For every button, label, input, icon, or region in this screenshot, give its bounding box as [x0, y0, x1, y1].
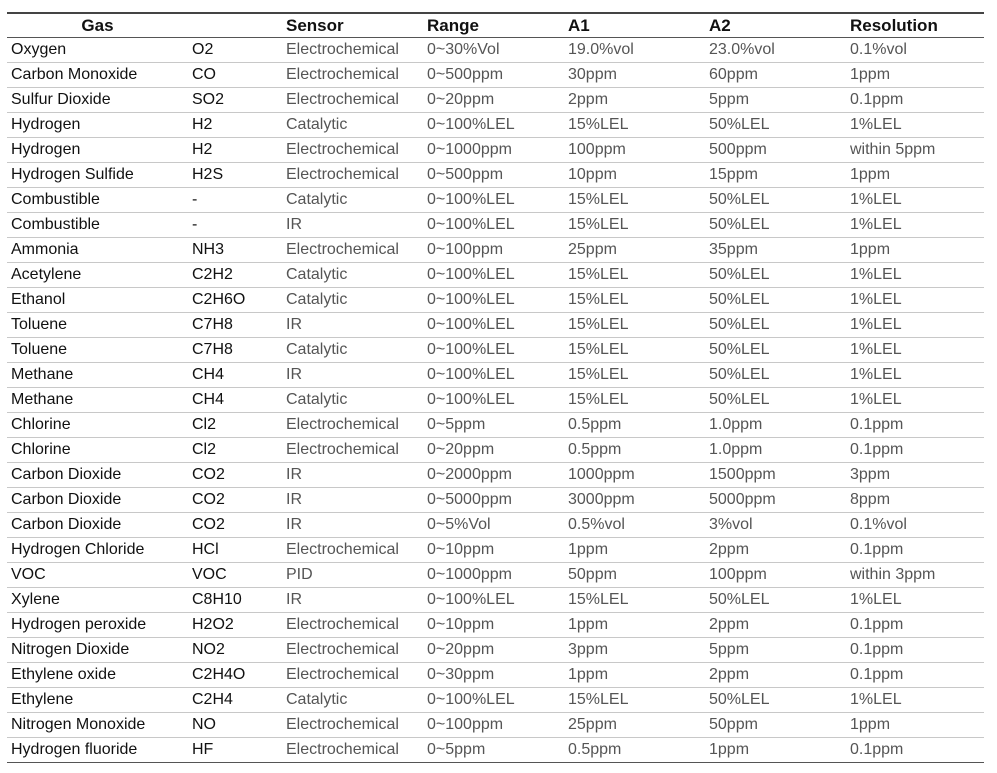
- gas-formula-cell: CH4: [188, 363, 282, 388]
- alarm-a2-cell: 50%LEL: [705, 188, 846, 213]
- range-cell: 0~20ppm: [423, 88, 564, 113]
- alarm-a1-cell: 25ppm: [564, 238, 705, 263]
- alarm-a2-cell: 2ppm: [705, 538, 846, 563]
- sensor-type-cell: Catalytic: [282, 263, 423, 288]
- alarm-a2-cell: 1.0ppm: [705, 413, 846, 438]
- gas-name-cell: Ammonia: [7, 238, 188, 263]
- alarm-a1-cell: 0.5ppm: [564, 738, 705, 763]
- sensor-type-cell: Electrochemical: [282, 663, 423, 688]
- gas-formula-cell: C7H8: [188, 313, 282, 338]
- gas-formula-cell: C2H6O: [188, 288, 282, 313]
- alarm-a1-cell: 3000ppm: [564, 488, 705, 513]
- gas-formula-cell: H2O2: [188, 613, 282, 638]
- range-cell: 0~100%LEL: [423, 338, 564, 363]
- table-row: [7, 338, 984, 363]
- alarm-a1-cell: 15%LEL: [564, 313, 705, 338]
- alarm-a1-cell: 100ppm: [564, 138, 705, 163]
- range-cell: 0~20ppm: [423, 438, 564, 463]
- alarm-a2-cell: 500ppm: [705, 138, 846, 163]
- alarm-a1-cell: 1ppm: [564, 538, 705, 563]
- resolution-cell: 1%LEL: [846, 338, 984, 363]
- gas-name-cell: Hydrogen Chloride: [7, 538, 188, 563]
- range-cell: 0~100%LEL: [423, 213, 564, 238]
- alarm-a1-cell: 0.5%vol: [564, 513, 705, 538]
- table-row: [7, 713, 984, 738]
- gas-formula-cell: VOC: [188, 563, 282, 588]
- table-row: [7, 313, 984, 338]
- table-row: [7, 588, 984, 613]
- alarm-a1-cell: 10ppm: [564, 163, 705, 188]
- gas-name-cell: Toluene: [7, 313, 188, 338]
- resolution-cell: 1%LEL: [846, 213, 984, 238]
- gas-name-cell: Acetylene: [7, 263, 188, 288]
- alarm-a1-cell: 0.5ppm: [564, 438, 705, 463]
- table-row: [7, 238, 984, 263]
- table-row: [7, 538, 984, 563]
- alarm-a2-cell: 50%LEL: [705, 388, 846, 413]
- header-range: Range: [427, 15, 479, 35]
- resolution-cell: 1%LEL: [846, 288, 984, 313]
- resolution-cell: 1%LEL: [846, 688, 984, 713]
- alarm-a1-cell: 0.5ppm: [564, 413, 705, 438]
- gas-formula-cell: NO2: [188, 638, 282, 663]
- gas-sensor-table: [7, 12, 984, 763]
- sensor-type-cell: Catalytic: [282, 338, 423, 363]
- range-cell: 0~100%LEL: [423, 263, 564, 288]
- gas-name-cell: Carbon Dioxide: [7, 513, 188, 538]
- range-cell: 0~500ppm: [423, 163, 564, 188]
- sensor-type-cell: Electrochemical: [282, 63, 423, 88]
- header-formula: [188, 13, 282, 38]
- alarm-a2-cell: 50%LEL: [705, 338, 846, 363]
- range-cell: 0~5000ppm: [423, 488, 564, 513]
- alarm-a1-cell: 15%LEL: [564, 263, 705, 288]
- alarm-a2-cell: 100ppm: [705, 563, 846, 588]
- resolution-cell: 1%LEL: [846, 313, 984, 338]
- alarm-a1-cell: 15%LEL: [564, 113, 705, 138]
- gas-name-cell: Hydrogen Sulfide: [7, 163, 188, 188]
- gas-formula-cell: H2: [188, 113, 282, 138]
- gas-formula-cell: C2H4O: [188, 663, 282, 688]
- alarm-a1-cell: 15%LEL: [564, 388, 705, 413]
- resolution-cell: within 5ppm: [846, 138, 984, 163]
- sensor-type-cell: Catalytic: [282, 188, 423, 213]
- alarm-a2-cell: 50%LEL: [705, 313, 846, 338]
- resolution-cell: 3ppm: [846, 463, 984, 488]
- table-row: [7, 138, 984, 163]
- gas-formula-cell: H2S: [188, 163, 282, 188]
- sensor-type-cell: Electrochemical: [282, 538, 423, 563]
- range-cell: 0~100%LEL: [423, 688, 564, 713]
- gas-name-cell: Methane: [7, 363, 188, 388]
- table-row: [7, 563, 984, 588]
- range-cell: 0~10ppm: [423, 538, 564, 563]
- gas-name-cell: Nitrogen Monoxide: [7, 713, 188, 738]
- sensor-type-cell: Electrochemical: [282, 738, 423, 763]
- alarm-a2-cell: 50%LEL: [705, 588, 846, 613]
- range-cell: 0~100%LEL: [423, 313, 564, 338]
- table-row: [7, 163, 984, 188]
- gas-formula-cell: CO2: [188, 463, 282, 488]
- table-row: [7, 363, 984, 388]
- resolution-cell: 0.1%vol: [846, 38, 984, 63]
- alarm-a1-cell: 15%LEL: [564, 588, 705, 613]
- table-body: [7, 38, 984, 763]
- gas-formula-cell: Cl2: [188, 413, 282, 438]
- range-cell: 0~30%Vol: [423, 38, 564, 63]
- alarm-a2-cell: 50ppm: [705, 713, 846, 738]
- gas-formula-cell: C2H4: [188, 688, 282, 713]
- sensor-type-cell: IR: [282, 213, 423, 238]
- gas-name-cell: Toluene: [7, 338, 188, 363]
- range-cell: 0~20ppm: [423, 638, 564, 663]
- range-cell: 0~100%LEL: [423, 388, 564, 413]
- resolution-cell: 1%LEL: [846, 588, 984, 613]
- resolution-cell: 0.1ppm: [846, 413, 984, 438]
- alarm-a2-cell: 23.0%vol: [705, 38, 846, 63]
- gas-formula-cell: H2: [188, 138, 282, 163]
- alarm-a1-cell: 1000ppm: [564, 463, 705, 488]
- resolution-cell: 0.1%vol: [846, 513, 984, 538]
- sensor-type-cell: Electrochemical: [282, 713, 423, 738]
- resolution-cell: 1%LEL: [846, 363, 984, 388]
- sensor-type-cell: Catalytic: [282, 688, 423, 713]
- table-row: [7, 388, 984, 413]
- alarm-a2-cell: 1ppm: [705, 738, 846, 763]
- resolution-cell: 1%LEL: [846, 388, 984, 413]
- range-cell: 0~1000ppm: [423, 138, 564, 163]
- alarm-a2-cell: 60ppm: [705, 63, 846, 88]
- table-row: [7, 413, 984, 438]
- resolution-cell: 0.1ppm: [846, 613, 984, 638]
- resolution-cell: within 3ppm: [846, 563, 984, 588]
- alarm-a1-cell: 15%LEL: [564, 338, 705, 363]
- gas-sensor-table-container: [7, 12, 984, 763]
- gas-formula-cell: CO2: [188, 513, 282, 538]
- range-cell: 0~10ppm: [423, 613, 564, 638]
- resolution-cell: 0.1ppm: [846, 738, 984, 763]
- gas-name-cell: Chlorine: [7, 438, 188, 463]
- range-cell: 0~500ppm: [423, 63, 564, 88]
- gas-formula-cell: HCl: [188, 538, 282, 563]
- range-cell: 0~100%LEL: [423, 113, 564, 138]
- alarm-a2-cell: 5000ppm: [705, 488, 846, 513]
- gas-name-cell: Ethylene oxide: [7, 663, 188, 688]
- alarm-a1-cell: 15%LEL: [564, 188, 705, 213]
- sensor-type-cell: Electrochemical: [282, 638, 423, 663]
- table-row: [7, 488, 984, 513]
- sensor-type-cell: IR: [282, 513, 423, 538]
- range-cell: 0~1000ppm: [423, 563, 564, 588]
- sensor-type-cell: Electrochemical: [282, 238, 423, 263]
- table-row: [7, 463, 984, 488]
- sensor-type-cell: Catalytic: [282, 288, 423, 313]
- sensor-type-cell: Catalytic: [282, 388, 423, 413]
- resolution-cell: 0.1ppm: [846, 438, 984, 463]
- range-cell: 0~5ppm: [423, 413, 564, 438]
- alarm-a2-cell: 50%LEL: [705, 288, 846, 313]
- resolution-cell: 1ppm: [846, 238, 984, 263]
- table-row: [7, 88, 984, 113]
- gas-formula-cell: -: [188, 188, 282, 213]
- sensor-type-cell: Electrochemical: [282, 613, 423, 638]
- table-row: [7, 663, 984, 688]
- alarm-a2-cell: 50%LEL: [705, 363, 846, 388]
- resolution-cell: 1%LEL: [846, 113, 984, 138]
- table-row: [7, 188, 984, 213]
- gas-formula-cell: NO: [188, 713, 282, 738]
- gas-name-cell: Hydrogen: [7, 113, 188, 138]
- resolution-cell: 8ppm: [846, 488, 984, 513]
- alarm-a1-cell: 15%LEL: [564, 363, 705, 388]
- gas-formula-cell: O2: [188, 38, 282, 63]
- gas-name-cell: Hydrogen peroxide: [7, 613, 188, 638]
- range-cell: 0~100%LEL: [423, 363, 564, 388]
- alarm-a2-cell: 2ppm: [705, 663, 846, 688]
- alarm-a2-cell: 15ppm: [705, 163, 846, 188]
- sensor-type-cell: Electrochemical: [282, 38, 423, 63]
- alarm-a2-cell: 1.0ppm: [705, 438, 846, 463]
- gas-formula-cell: SO2: [188, 88, 282, 113]
- alarm-a1-cell: 15%LEL: [564, 213, 705, 238]
- gas-name-cell: Ethanol: [7, 288, 188, 313]
- table-row: [7, 613, 984, 638]
- table-header: [7, 13, 984, 38]
- sensor-type-cell: Electrochemical: [282, 88, 423, 113]
- alarm-a2-cell: 5ppm: [705, 88, 846, 113]
- sensor-type-cell: IR: [282, 463, 423, 488]
- alarm-a1-cell: 15%LEL: [564, 688, 705, 713]
- gas-formula-cell: CO: [188, 63, 282, 88]
- table-row: [7, 438, 984, 463]
- header-resolution: Resolution: [850, 15, 938, 35]
- sensor-type-cell: IR: [282, 488, 423, 513]
- header-gas: Gas: [81, 15, 114, 35]
- resolution-cell: 0.1ppm: [846, 88, 984, 113]
- gas-formula-cell: -: [188, 213, 282, 238]
- table-row: [7, 213, 984, 238]
- gas-name-cell: Xylene: [7, 588, 188, 613]
- resolution-cell: 1ppm: [846, 163, 984, 188]
- alarm-a1-cell: 25ppm: [564, 713, 705, 738]
- range-cell: 0~2000ppm: [423, 463, 564, 488]
- alarm-a1-cell: 1ppm: [564, 613, 705, 638]
- table-row: [7, 263, 984, 288]
- alarm-a2-cell: 50%LEL: [705, 263, 846, 288]
- header-sensor: Sensor: [286, 15, 344, 35]
- sensor-type-cell: IR: [282, 313, 423, 338]
- sensor-type-cell: PID: [282, 563, 423, 588]
- range-cell: 0~100ppm: [423, 238, 564, 263]
- alarm-a2-cell: 1500ppm: [705, 463, 846, 488]
- gas-formula-cell: NH3: [188, 238, 282, 263]
- gas-formula-cell: CO2: [188, 488, 282, 513]
- range-cell: 0~5%Vol: [423, 513, 564, 538]
- range-cell: 0~100%LEL: [423, 188, 564, 213]
- header-a1: A1: [568, 15, 590, 35]
- resolution-cell: 1%LEL: [846, 188, 984, 213]
- gas-formula-cell: C7H8: [188, 338, 282, 363]
- alarm-a1-cell: 50ppm: [564, 563, 705, 588]
- alarm-a2-cell: 3%vol: [705, 513, 846, 538]
- gas-formula-cell: C2H2: [188, 263, 282, 288]
- alarm-a1-cell: 30ppm: [564, 63, 705, 88]
- gas-name-cell: VOC: [7, 563, 188, 588]
- gas-name-cell: Methane: [7, 388, 188, 413]
- alarm-a1-cell: 3ppm: [564, 638, 705, 663]
- alarm-a2-cell: 35ppm: [705, 238, 846, 263]
- header-a2: A2: [709, 15, 731, 35]
- gas-formula-cell: C8H10: [188, 588, 282, 613]
- gas-name-cell: Carbon Dioxide: [7, 488, 188, 513]
- range-cell: 0~100ppm: [423, 713, 564, 738]
- sensor-type-cell: IR: [282, 588, 423, 613]
- gas-formula-cell: HF: [188, 738, 282, 763]
- range-cell: 0~100%LEL: [423, 288, 564, 313]
- resolution-cell: 0.1ppm: [846, 638, 984, 663]
- gas-name-cell: Combustible: [7, 188, 188, 213]
- table-row: [7, 738, 984, 763]
- gas-name-cell: Carbon Monoxide: [7, 63, 188, 88]
- gas-name-cell: Sulfur Dioxide: [7, 88, 188, 113]
- sensor-type-cell: Electrochemical: [282, 163, 423, 188]
- sensor-type-cell: Catalytic: [282, 113, 423, 138]
- sensor-type-cell: Electrochemical: [282, 413, 423, 438]
- table-row: [7, 38, 984, 63]
- gas-name-cell: Hydrogen: [7, 138, 188, 163]
- alarm-a1-cell: 1ppm: [564, 663, 705, 688]
- alarm-a1-cell: 19.0%vol: [564, 38, 705, 63]
- table-row: [7, 638, 984, 663]
- alarm-a1-cell: 15%LEL: [564, 288, 705, 313]
- gas-formula-cell: Cl2: [188, 438, 282, 463]
- resolution-cell: 0.1ppm: [846, 663, 984, 688]
- gas-name-cell: Nitrogen Dioxide: [7, 638, 188, 663]
- table-row: [7, 113, 984, 138]
- alarm-a2-cell: 2ppm: [705, 613, 846, 638]
- alarm-a1-cell: 2ppm: [564, 88, 705, 113]
- sensor-type-cell: Electrochemical: [282, 438, 423, 463]
- gas-name-cell: Carbon Dioxide: [7, 463, 188, 488]
- resolution-cell: 1%LEL: [846, 263, 984, 288]
- range-cell: 0~5ppm: [423, 738, 564, 763]
- alarm-a2-cell: 5ppm: [705, 638, 846, 663]
- table-row: [7, 688, 984, 713]
- gas-name-cell: Ethylene: [7, 688, 188, 713]
- gas-name-cell: Hydrogen fluoride: [7, 738, 188, 763]
- range-cell: 0~30ppm: [423, 663, 564, 688]
- resolution-cell: 1ppm: [846, 63, 984, 88]
- resolution-cell: 1ppm: [846, 713, 984, 738]
- table-row: [7, 63, 984, 88]
- gas-name-cell: Oxygen: [7, 38, 188, 63]
- alarm-a2-cell: 50%LEL: [705, 113, 846, 138]
- header-row: [7, 13, 984, 38]
- table-row: [7, 288, 984, 313]
- sensor-type-cell: IR: [282, 363, 423, 388]
- gas-name-cell: Combustible: [7, 213, 188, 238]
- gas-formula-cell: CH4: [188, 388, 282, 413]
- gas-name-cell: Chlorine: [7, 413, 188, 438]
- sensor-type-cell: Electrochemical: [282, 138, 423, 163]
- resolution-cell: 0.1ppm: [846, 538, 984, 563]
- alarm-a2-cell: 50%LEL: [705, 688, 846, 713]
- table-row: [7, 513, 984, 538]
- alarm-a2-cell: 50%LEL: [705, 213, 846, 238]
- range-cell: 0~100%LEL: [423, 588, 564, 613]
